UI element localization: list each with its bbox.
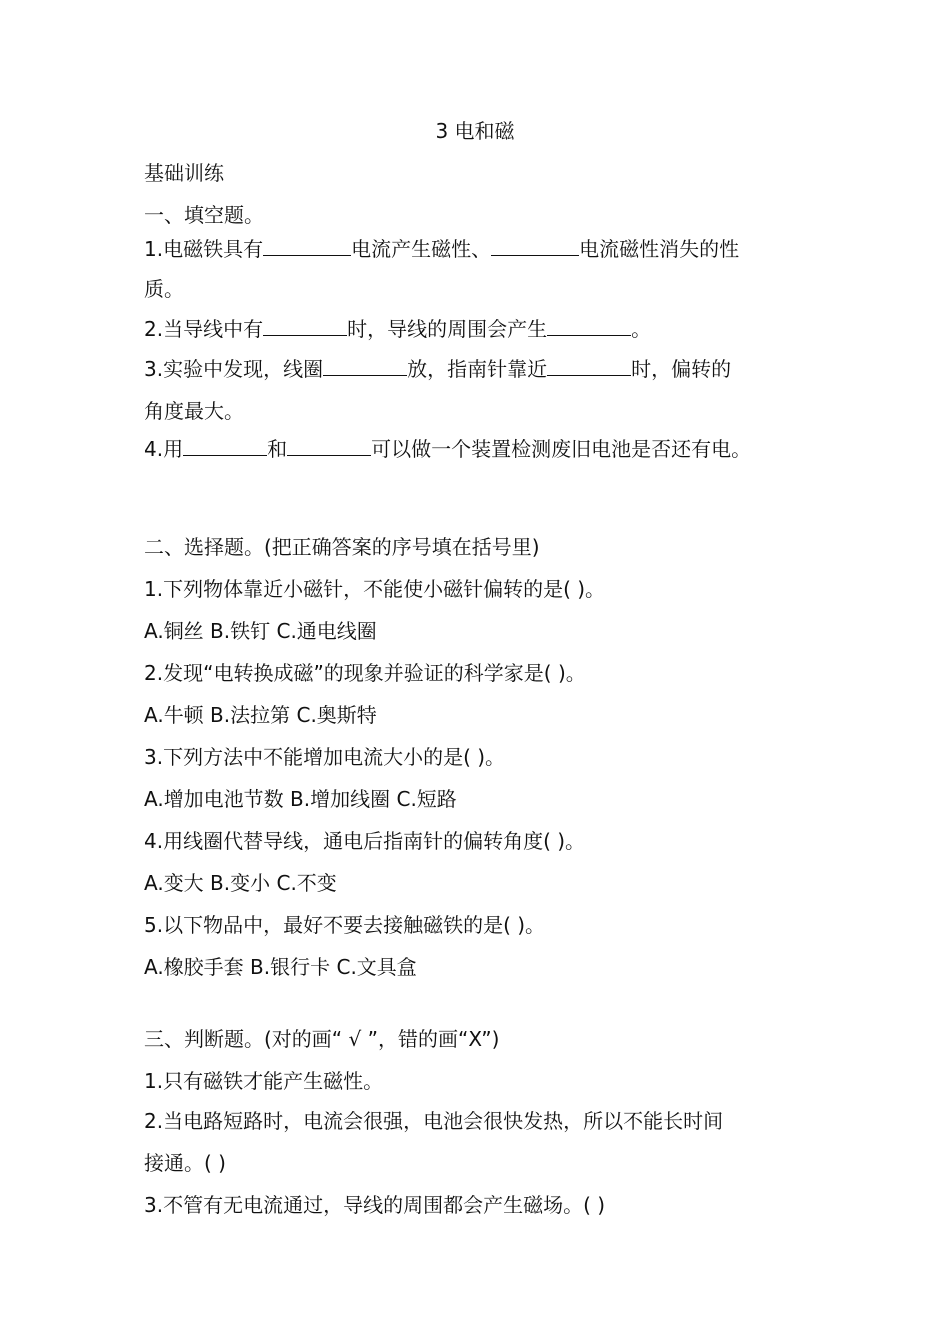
fill-question-3-line1 xyxy=(144,356,824,382)
q2-text-c: 。 xyxy=(631,317,652,341)
answer-blank xyxy=(287,437,371,456)
fill-question-4 xyxy=(144,436,824,462)
q4-text-b: 和 xyxy=(267,437,288,461)
q1-text-a: 1.电磁铁具有 xyxy=(144,237,264,261)
part1-heading: 一、填空题。 xyxy=(144,203,264,227)
answer-blank xyxy=(263,317,347,336)
answer-blank xyxy=(547,357,631,376)
choice-question-4: 4.用线圈代替导线，通电后指南针的偏转角度( )。 xyxy=(144,829,586,853)
part3-heading: 三、判断题。(对的画“ √ ”，错的画“X”) xyxy=(144,1027,500,1051)
q4-text-c: 可以做一个装置检测废旧电池是否还有电。 xyxy=(371,437,752,461)
q4-text-a: 4.用 xyxy=(144,437,184,461)
choice-options-4: A.变大 B.变小 C.不变 xyxy=(144,871,337,895)
choice-options-5: A.橡胶手套 B.银行卡 C.文具盒 xyxy=(144,955,417,979)
page-title: 3 电和磁 xyxy=(435,119,515,143)
choice-question-2: 2.发现“电转换成磁”的现象并验证的科学家是( )。 xyxy=(144,661,586,685)
fill-question-1-line1 xyxy=(144,236,824,262)
answer-blank xyxy=(491,237,579,256)
choice-options-1: A.铜丝 B.铁钉 C.通电线圈 xyxy=(144,619,377,643)
q3-text-b: 放，指南针靠近 xyxy=(407,357,548,381)
choice-question-1: 1.下列物体靠近小磁针，不能使小磁针偏转的是( )。 xyxy=(144,577,606,601)
judge-question-1: 1.只有磁铁才能产生磁性。 xyxy=(144,1069,384,1093)
choice-options-3: A.增加电池节数 B.增加线圈 C.短路 xyxy=(144,787,457,811)
q3-text-c: 时，偏转的 xyxy=(631,357,732,381)
choice-question-3: 3.下列方法中不能增加电流大小的是( )。 xyxy=(144,745,506,769)
fill-question-1-line2: 质。 xyxy=(144,277,184,301)
judge-question-3: 3.不管有无电流通过，导线的周围都会产生磁场。( ) xyxy=(144,1193,606,1217)
fill-question-3-line2: 角度最大。 xyxy=(144,399,244,423)
choice-options-2: A.牛顿 B.法拉第 C.奥斯特 xyxy=(144,703,377,727)
q1-text-b: 电流产生磁性、 xyxy=(351,237,492,261)
judge-question-2-line2: 接通。( ) xyxy=(144,1151,226,1175)
q1-text-c: 电流磁性消失的性 xyxy=(579,237,740,261)
answer-blank xyxy=(323,357,407,376)
q2-text-a: 2.当导线中有 xyxy=(144,317,264,341)
answer-blank xyxy=(547,317,631,336)
section-basic-training: 基础训练 xyxy=(144,161,224,185)
judge-question-2-line1: 2.当电路短路时，电流会很强，电池会很快发热，所以不能长时间 xyxy=(144,1109,724,1133)
answer-blank xyxy=(263,237,351,256)
part2-heading: 二、选择题。(把正确答案的序号填在括号里) xyxy=(144,535,540,559)
answer-blank xyxy=(183,437,267,456)
choice-question-5: 5.以下物品中，最好不要去接触磁铁的是( )。 xyxy=(144,913,546,937)
q3-text-a: 3.实验中发现，线圈 xyxy=(144,357,324,381)
fill-question-2 xyxy=(144,316,824,342)
q2-text-b: 时，导线的周围会产生 xyxy=(347,317,548,341)
